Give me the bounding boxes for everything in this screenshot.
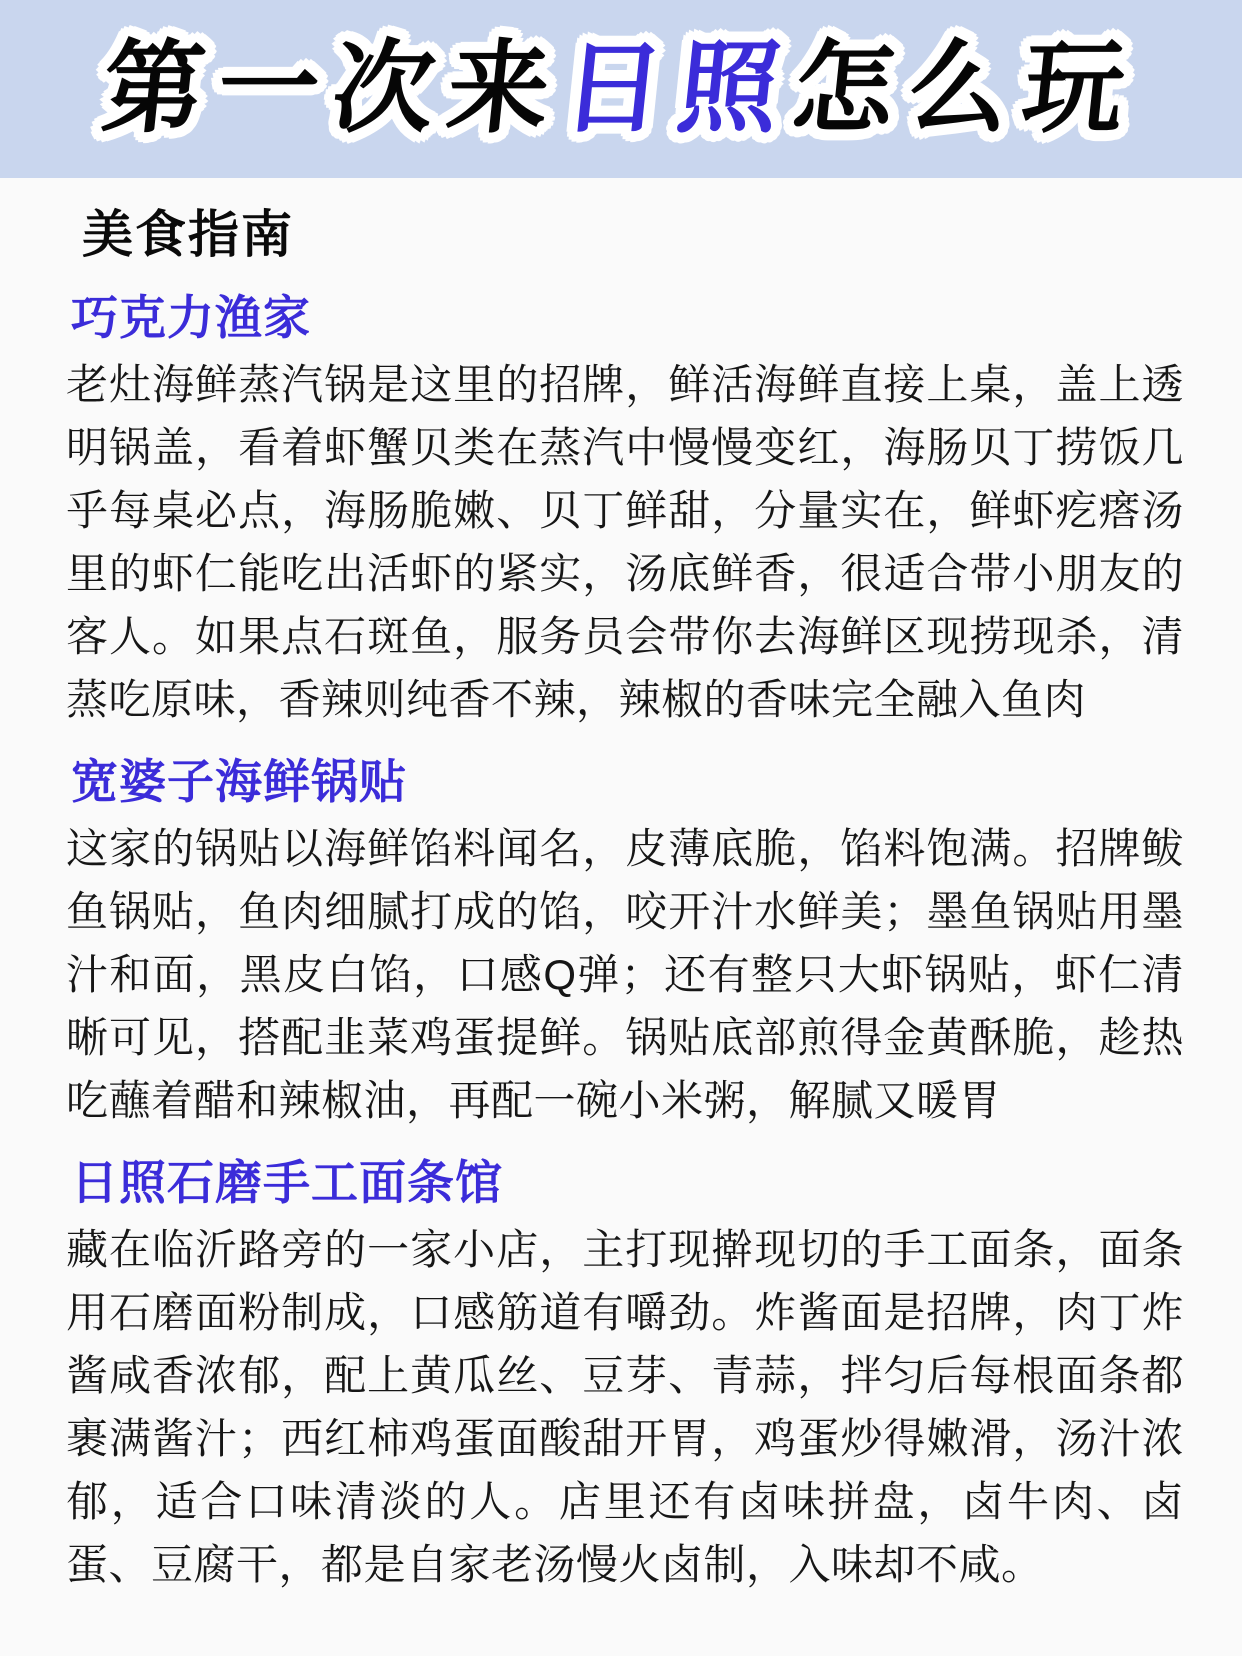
page-title	[97, 32, 1145, 145]
restaurant-description-3: 藏在临沂路旁的一家小店，主打现擀现切的手工面条，面条用石磨面粉制成，口感筋道有嚼劲。炸酱面是招牌，肉丁炸酱咸香浓郁，配上黄瓜丝、豆芽、青蒜，拌匀后每根面条都裹满酱汁；西红柿鸡蛋面酸甜开胃，鸡蛋炒得嫩滑，汤汁浓郁，适合口味清淡的人。店里还有卤味拼盘，卤牛肉、卤蛋、豆腐干，都是自家老汤慢火卤制，入味却不咸。	[66, 1226, 1184, 1588]
restaurant-name-1: 巧克力渔家	[71, 291, 311, 344]
title-suffix: 怎么玩	[787, 32, 1145, 145]
restaurant-entry-2	[66, 755, 1184, 1132]
restaurant-name-2: 宽婆子海鲜锅贴	[71, 755, 407, 808]
header-banner	[0, 0, 1242, 178]
restaurant-entry-1	[66, 291, 1184, 731]
restaurant-description-1: 老灶海鲜蒸汽锅是这里的招牌，鲜活海鲜直接上桌，盖上透明锅盖，看着虾蟹贝类在蒸汽中慢慢变红，海肠贝丁捞饭几乎每桌必点，海肠脆嫩、贝丁鲜甜，分量实在，鲜虾疙瘩汤里的虾仁能吃出活虾的紧实，汤底鲜香，很适合带小朋友的客人。如果点石斑鱼，服务员会带你去海鲜区现捞现杀，清蒸吃原味，香辣则纯香不辣，辣椒的香味完全融入鱼肉	[66, 361, 1184, 723]
restaurant-entry-3	[66, 1156, 1184, 1596]
food-guide-section	[0, 178, 1242, 1596]
title-highlight-rizhao: 日照	[557, 32, 800, 145]
title-prefix: 第一次来	[97, 32, 570, 145]
restaurant-name-3: 日照石磨手工面条馆	[71, 1156, 503, 1209]
restaurant-description-2: 这家的锅贴以海鲜馅料闻名，皮薄底脆，馅料饱满。招牌鲅鱼锅贴，鱼肉细腻打成的馅，咬开汁水鲜美；墨鱼锅贴用墨汁和面，黑皮白馅，口感Q弹；还有整只大虾锅贴，虾仁清晰可见，搭配韭菜鸡蛋提鲜。锅贴底部煎得金黄酥脆，趁热吃蘸着醋和辣椒油，再配一碗小米粥，解腻又暖胃	[66, 825, 1184, 1124]
food-guide-heading: 美食指南	[82, 206, 295, 263]
